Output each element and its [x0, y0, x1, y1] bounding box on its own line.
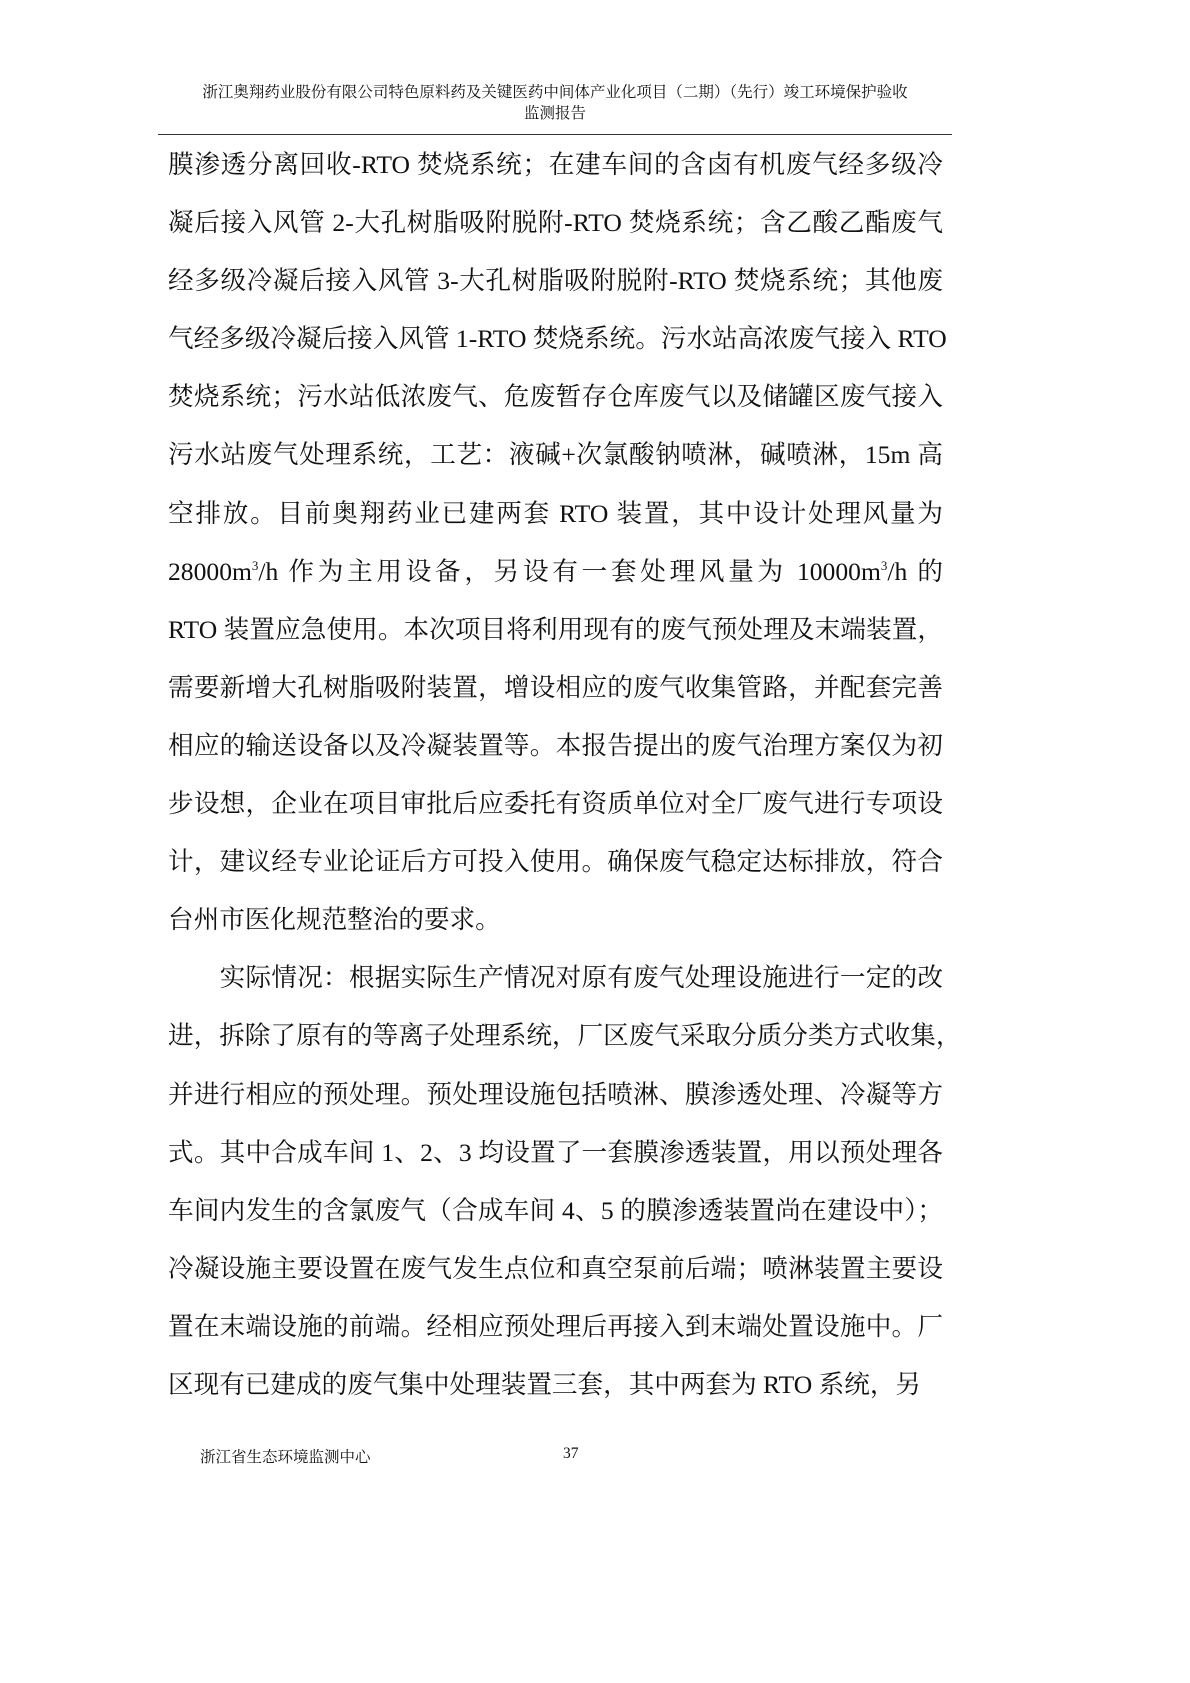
footer-organization: 浙江省生态环境监测中心: [200, 1449, 371, 1466]
text-line: 车间内发生的含氯废气（合成车间 4、5 的膜渗透装置尚在建设中）；: [168, 1195, 943, 1225]
text-line: 凝后接入风管 2-大孔树脂吸附脱附-RTO 焚烧系统；含乙酸乙酯废气: [168, 208, 943, 238]
text-line: 经多级冷凝后接入风管 3-大孔树脂吸附脱附-RTO 焚烧系统；其他废: [168, 266, 943, 296]
text-line: 置在末端设施的前端。经相应预处理后再接入到末端处置设施中。厂: [168, 1311, 943, 1341]
header-title-line1: 浙江奥翔药业股份有限公司特色原料药及关键医药中间体产业化项目（二期）（先行）竣工环境保护验收: [202, 84, 908, 101]
text-line: 进，拆除了原有的等离子处理系统，厂区废气采取分质分类方式收集，: [168, 1021, 962, 1051]
text-line: 台州市医化规范整治的要求。: [168, 905, 501, 935]
body-text: [168, 145, 962, 1423]
text-segment: 3: [251, 557, 259, 573]
text-segment: /h 的: [887, 556, 943, 586]
text-segment: /h 作为主用设备，另设有一套处理风量为 10000m: [258, 556, 881, 586]
text-segment: 3: [880, 557, 888, 573]
text-line: 空排放。目前奥翔药业已建两套 RTO 装置，其中设计处理风量为: [168, 498, 943, 528]
text-line: 气经多级冷凝后接入风管 1-RTO 焚烧系统。污水站高浓废气接入 RTO: [168, 324, 947, 354]
text-line: 区现有已建成的废气集中处理装置三套，其中两套为 RTO 系统，另: [168, 1369, 922, 1399]
text-line: 焚烧系统；污水站低浓废气、危废暂存仓库废气以及储罐区废气接入: [168, 382, 943, 412]
text-line: 冷凝设施主要设置在废气发生点位和真空泵前后端；喷淋装置主要设: [168, 1253, 943, 1283]
text-line: 实际情况：根据实际生产情况对原有废气处理设施进行一定的改: [168, 963, 943, 993]
text-segment: 28000m: [168, 556, 252, 586]
text-line: 式。其中合成车间 1、2、3 均设置了一套膜渗透装置，用以预处理各: [168, 1137, 943, 1167]
text-line: 计，建议经专业论证后方可投入使用。确保废气稳定达标排放，符合: [168, 847, 943, 877]
page-number: 37: [563, 1445, 579, 1462]
text-line: RTO 装置应急使用。本次项目将利用现有的废气预处理及末端装置，: [168, 614, 943, 644]
text-line: 步设想，企业在项目审批后应委托有资质单位对全厂废气进行专项设: [168, 789, 943, 819]
text-line: 膜渗透分离回收-RTO 焚烧系统；在建车间的含卤有机废气经多级冷: [168, 150, 943, 179]
text-line: 相应的输送设备以及冷凝装置等。本报告提出的废气治理方案仅为初: [168, 730, 943, 760]
text-line: 并进行相应的预处理。预处理设施包括喷淋、膜渗透处理、冷凝等方: [168, 1079, 943, 1109]
text-line: 污水站废气处理系统，工艺：液碱+次氯酸钠喷淋，碱喷淋，15m 高: [168, 440, 943, 470]
header-title-line2: 监测报告: [523, 105, 586, 122]
running-header: [158, 82, 952, 124]
text-line: 需要新增大孔树脂吸附装置，增设相应的废气收集管路，并配套完善: [168, 672, 943, 702]
text-line: [168, 552, 943, 610]
header-divider: [158, 134, 952, 135]
